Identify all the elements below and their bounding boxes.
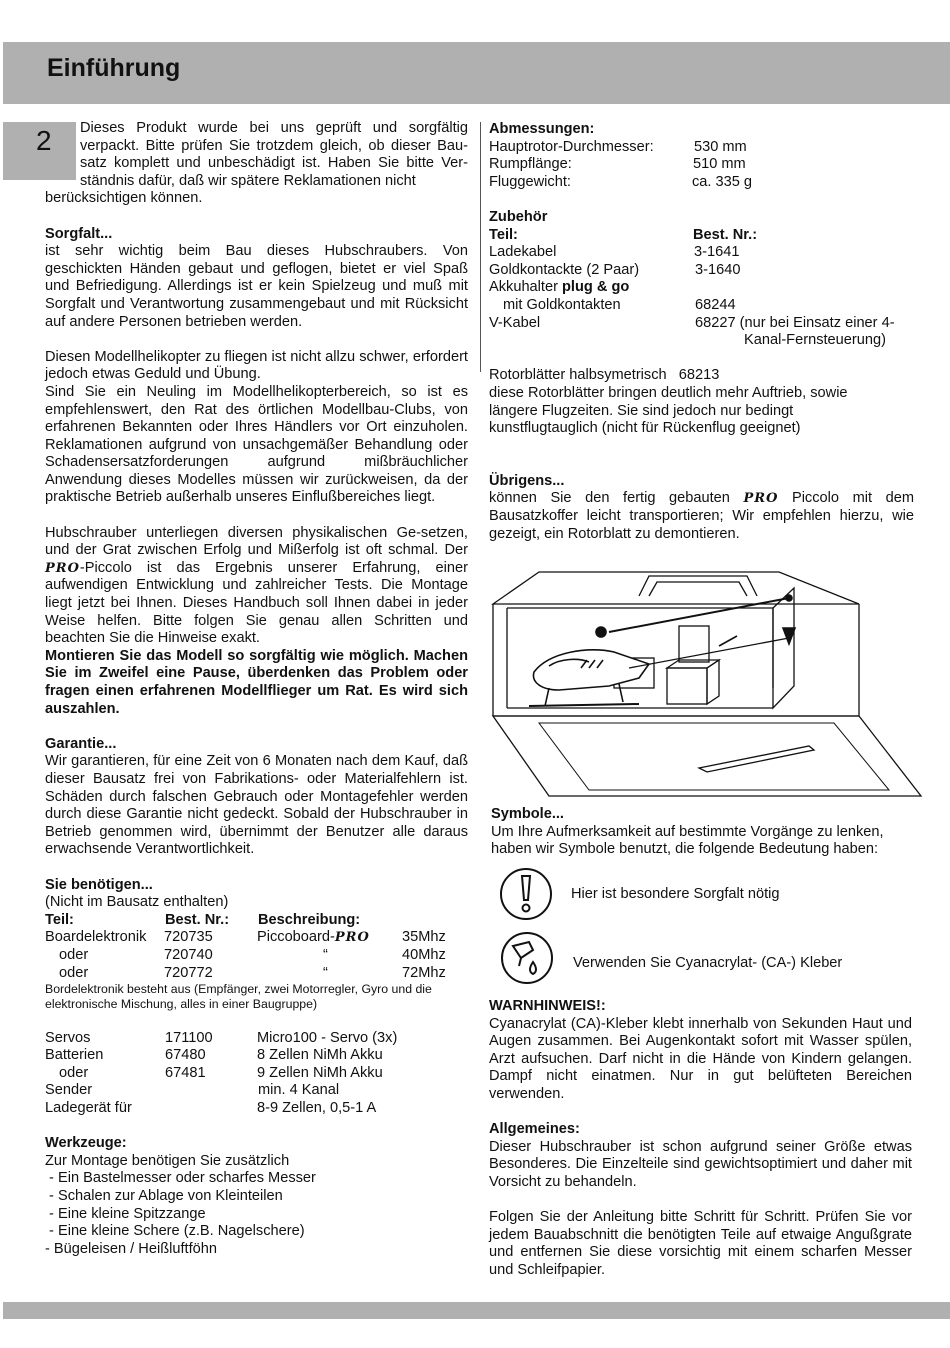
garantie-heading: Garantie... [45, 735, 117, 752]
zub-header-teil: Teil: [489, 226, 518, 243]
row-teil: Sender [45, 1082, 93, 1099]
rotor-line: Rotorblätter halbsymetrisch 68213 [489, 367, 720, 384]
table-row [45, 947, 468, 965]
heli-paragraph-1: Diesen Modellhelikopter zu fliegen ist nicht allzu schwer, erfordert jedoch etwas Geduld und Übung. [45, 348, 468, 383]
table-row [489, 262, 914, 280]
table-header-desc: Beschreibung: [258, 911, 361, 928]
row-nr: 720772 [164, 964, 213, 981]
dimension-value: 510 mm [693, 156, 746, 173]
row-teil: Ladekabel [489, 244, 557, 261]
physik-bold-text: Montieren Sie das Modell so sorgfältig wie möglich. Machen Sie im Zweifel eine Pause, überdenken das Problem oder fragen einen erfahrenen Modellflieger um Rat. Es wird sich auszahlen. [45, 647, 468, 717]
section-number: 2 [36, 125, 52, 156]
table-row [489, 244, 914, 262]
header-bar [3, 42, 950, 104]
warnhinweis-text: Cyanacrylat (CA)-Kleber klebt innerhalb von Sekunden Haut und Augen zusammen. Bei Augenkontakt sofort mit Wasser spülen, Arzt aufsuchen. Darf nicht in die Hände von Kindern gelangen. Dampf nicht einatmen. Nur in gut belüfteten Bereichen verwenden. [489, 1015, 912, 1102]
intro-line-3: satz komplett und unbeschädigt ist. Haben Sie bitte Ver- [80, 155, 468, 172]
warnhinweis-section [489, 998, 912, 1280]
symbol-ca-text: Verwenden Sie Cyanacrylat- (CA-) Kleber [573, 955, 843, 971]
row-desc: Micro100 - Servo (3x) [257, 1029, 398, 1046]
allgemeines-heading: Allgemeines: [489, 1121, 580, 1138]
benoetigen-subtitle: (Nicht im Bausatz enthalten) [45, 894, 229, 911]
list-item: - Eine kleine Spitzzange [45, 1205, 206, 1222]
table-row [489, 279, 914, 297]
row-nr: 68244 [695, 296, 736, 313]
row-teil: Goldkontackte (2 Paar) [489, 261, 640, 278]
table-row [489, 297, 914, 315]
werkzeuge-subtitle: Zur Montage benötigen Sie zusätzlich [45, 1152, 290, 1169]
page-title: Einführung [47, 54, 181, 82]
list-item: - Bügeleisen / Heißluftföhn [45, 1240, 217, 1257]
row-desc: 8 Zellen NiMh Akku [257, 1047, 383, 1064]
table-header-nr: Best. Nr.: [165, 911, 230, 928]
table-row [45, 1047, 468, 1065]
table-header-row [45, 912, 468, 930]
row-teil: oder [59, 1064, 89, 1081]
symbole-heading: Symbole... [491, 806, 564, 822]
warnhinweis-heading: WARNHINWEIS!: [489, 998, 606, 1014]
dimension-label: Fluggewicht: [489, 173, 571, 190]
row-desc: “ [323, 964, 328, 981]
pro-logo: PRO [45, 560, 80, 576]
row-nr: 171100 [165, 1029, 213, 1046]
left-column [45, 120, 468, 1258]
table-row [45, 1082, 468, 1100]
physik-text-b: -Piccolo ist das Ergebnis unserer Erfahrung, einer aufwendigen Entwicklung und zahlreicher Tests. Die Montage liegt jetzt bei Ihnen. Dieses Handbuch soll Ihnen dabei in jeder Weise helfen. Bitte folgen Sie genau allen Schritten und beachten Sie die Hinweise exakt. [45, 559, 468, 647]
row-teil: Batterien [45, 1047, 104, 1064]
table-row [45, 965, 468, 983]
zub-header-nr: Best. Nr.: [693, 226, 758, 243]
table-row [45, 1030, 468, 1048]
physik-text-a: Hubschrauber unterliegen diversen physikalischen Ge-setzen, und der Grat zwischen Erfolg und Mißerfolg ist oft schmal. Der [45, 524, 468, 559]
table-row [489, 332, 914, 350]
symbole-section [491, 806, 916, 859]
symbol-sorgfalt-text: Hier ist besondere Sorgfalt nötig [571, 886, 780, 902]
table-row [45, 929, 468, 947]
benoetigen-heading: Sie benötigen... [45, 876, 153, 893]
list-item: - Eine kleine Schere (z.B. Nagelschere) [45, 1223, 305, 1240]
row-nr: 67481 [165, 1064, 206, 1081]
helicopter-in-case-illustration [489, 568, 925, 800]
allgemeines-text: Dieser Hubschrauber ist schon aufgrund seiner Größe etwas Besonderes. Die Einzelteile sind gewichtsoptimiert und daher mit Vorsicht zu behandeln. [489, 1138, 912, 1190]
row-nr: 720735 [164, 929, 213, 946]
sorgfalt-heading: Sorgfalt... [45, 225, 113, 242]
werkzeuge-heading: Werkzeuge: [45, 1135, 127, 1152]
list-item: - Ein Bastelmesser oder scharfes Messer [45, 1170, 316, 1187]
uebrigens-text: können Sie den fertig gebauten PRO Piccolo mit dem Bausatzkoffer leicht transportieren; Wir empfehlen hierzu, wie gezeigt, ein Rotorblatt zu demontieren. [489, 490, 914, 542]
column-divider [480, 122, 481, 372]
row-freq: 72Mhz [402, 964, 446, 981]
dimension-label: Hauptrotor-Durchmesser: [489, 138, 654, 155]
row-desc: “ [323, 946, 328, 963]
row-teil: oder [59, 964, 89, 981]
heli-paragraph-2: Sind Sie ein Neuling im Modellhelikopterbereich, so ist es empfehlenswert, den Rat des örtlichen Modellbau-Clubs, von erfahrenen Bekannten oder Ihres Händlers vor Ort einzuholen. Reklamationen aufgrund von unsachgemäßer Behandlung oder Schadensersatzforderungen aufgrund mißbräuchlicher Anwendung dieses Modelles müssen wir zurückweisen, da der praktische Betrieb außerhalb unseres Einflußbereiches liegt. [45, 383, 468, 506]
intro-line-4: ständnis dafür, daß wir spätere Reklamationen nicht [80, 172, 416, 189]
pro-logo: PRO [334, 930, 370, 946]
row-nr: 720740 [164, 946, 213, 963]
exclamation-icon [498, 866, 554, 922]
dimension-label: Rumpflänge: [489, 156, 572, 173]
sorgfalt-text: ist sehr wichtig beim Bau dieses Hubschraubers. Von geschickten Händen gebaut und geflogen, bietet er viel Spaß und Befriedigung. Allerdings ist er kein Spielzeug und muß mit Sorgfalt und Verantwortung zusammengebaut und mit Rücksicht auf andere Personen betrieben werden. [45, 243, 468, 330]
zubehoer-header-row [489, 227, 914, 245]
vkabel-continuation: Kanal-Fernsteuerung) [744, 332, 886, 349]
intro-line-5: berücksichtigen können. [45, 190, 203, 207]
list-item: - Schalen zur Ablage von Kleinteilen [45, 1188, 283, 1205]
row-nr: 3-1640 [695, 261, 741, 278]
footer-bar [3, 1302, 950, 1319]
row-desc: min. 4 Kanal [258, 1082, 340, 1099]
intro-line-2: verpackt. Bitte prüfen Sie trotzdem gleich, ob dieser Bau- [80, 137, 468, 154]
row-teil: Servos [45, 1029, 91, 1046]
row-teil: Boardelektronik [45, 929, 147, 946]
row-desc: Piccoboard-PRO [257, 929, 370, 946]
row-nr: 3-1641 [694, 244, 740, 261]
folgen-text: Folgen Sie der Anleitung bitte Schritt für Schritt. Prüfen Sie vor jedem Bauabschnitt die benötigten Teile auf etwaige Angußgrate und entfernen Sie diese vorsichtig mit einem scharfen Messer und Schleifpapier. [489, 1209, 912, 1278]
row-desc: 9 Zellen NiMh Akku [257, 1064, 383, 1081]
dimension-value: 530 mm [694, 138, 747, 155]
dimension-row [489, 156, 914, 174]
glue-drop-icon [499, 930, 555, 986]
row-nr: 68227 (nur bei Einsatz einer 4- [695, 314, 895, 331]
dimension-row [489, 174, 914, 192]
row-teil: mit Goldkontakten [503, 296, 621, 313]
physik-paragraph [45, 525, 468, 648]
row-teil: oder [59, 946, 89, 963]
table-row [489, 315, 914, 333]
row-freq: 40Mhz [402, 946, 446, 963]
uebrigens-heading: Übrigens... [489, 472, 565, 489]
row-teil: Ladegerät für [45, 1100, 132, 1117]
garantie-text: Wir garantieren, für eine Zeit von 6 Monaten nach dem Kauf, daß dieser Bausatz frei von Fabrikations- oder Materialfehlern ist. Schäden durch falschen Gebrauch oder Montagefehler werden durch diese Garantie nicht gedeckt. Sobald der Hubschrauber in Betrieb genommen wird, übernimmt der Benutzer alle daraus erwachsende Verantwortlichkeit. [45, 753, 468, 858]
table-row [45, 1065, 468, 1083]
symbole-text: Um Ihre Aufmerksamkeit auf bestimmte Vorgänge zu lenken, haben wir Symbole benutzt, die folgende Bedeutung haben: [491, 823, 884, 858]
row-teil: V-Kabel [489, 314, 541, 331]
rotor-text: diese Rotorblätter bringen deutlich mehr Auftrieb, sowie längere Flugzeiten. Sie sind jedoch nur bedingt kunstflugtauglich (nicht für Rückenflug geeignet) [489, 384, 848, 437]
board-note: Bordelektronik besteht aus (Empfänger, zwei Motorregler, Gyro und die elektronische Mischung, alles in einer Baugruppe) [45, 982, 432, 1012]
dimension-value: ca. 335 g [692, 173, 753, 190]
table-header-teil: Teil: [45, 911, 74, 928]
row-nr: 67480 [165, 1047, 206, 1064]
akkuhalter-label: Akkuhalter plug & go [489, 279, 630, 296]
right-column [489, 121, 914, 543]
table-row [45, 1100, 468, 1118]
zubehoer-heading: Zubehör [489, 208, 548, 225]
intro-line-1: Dieses Produkt wurde bei uns geprüft und sorgfältig [80, 120, 468, 136]
dimension-row [489, 139, 914, 157]
pro-logo: PRO [743, 491, 779, 507]
row-freq: 35Mhz [402, 929, 446, 946]
row-desc: 8-9 Zellen, 0,5-1 A [257, 1100, 377, 1117]
abmessungen-heading: Abmessungen: [489, 121, 595, 137]
